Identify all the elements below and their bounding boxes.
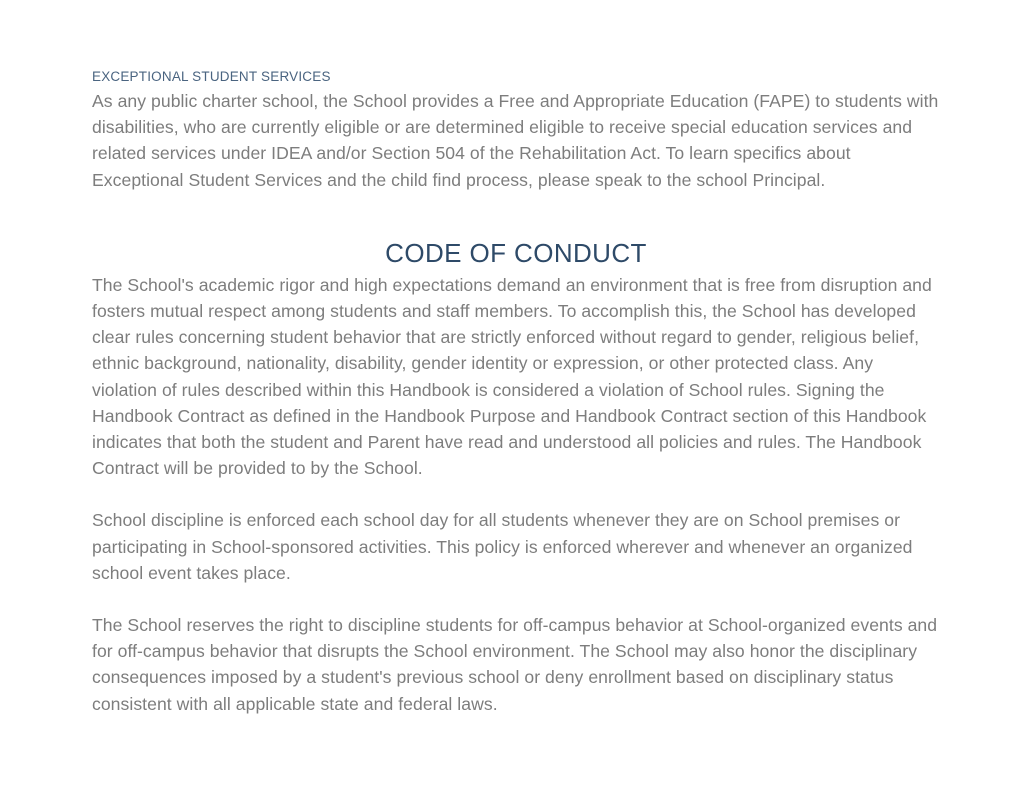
- paragraph-school-discipline: School discipline is enforced each school day for all students whenever they are on School premises or participating in School-sponsored activities. This policy is enforced wherever and whenever an organized school event takes place.: [92, 510, 913, 583]
- paragraph-academic-rigor: The School's academic rigor and high expectations demand an environment that is free from disruption and fosters mutual respect among students and staff members. To accomplish this, the School has developed clear rules concerning student behavior that are strictly enforced without regard to gender, religious belief, ethnic background, nationality, disability, gender identity or expression, or other protected class. Any violation of rules described within this Handbook is considered a violation of School rules. Signing the Handbook Contract as defined in the Handbook Purpose and Handbook Contract section of this Handbook indicates that both the student and Parent have read and understood all policies and rules. The Handbook Contract will be provided to by the School.: [92, 274, 932, 479]
- paragraph-fape: As any public charter school, the School provides a Free and Appropriate Education (FAPE) to students with disabilities, who are currently eligible or are determined eligible to receive special education services and related services under IDEA and/or Section 504 of the Rehabilitation Act. To learn specifics about Exceptional Student Services and the child find process, please speak to the school Principal.: [92, 91, 939, 190]
- section-code-of-conduct: [92, 238, 940, 717]
- section-spacer: [92, 193, 940, 238]
- paragraph-spacer: [92, 481, 940, 507]
- document-content: [92, 68, 940, 717]
- paragraph-spacer: [92, 586, 940, 612]
- section-heading-exceptional-student-services: EXCEPTIONAL STUDENT SERVICES: [92, 69, 331, 84]
- section-exceptional-student-services: [92, 68, 940, 193]
- page-title-code-of-conduct: CODE OF CONDUCT: [385, 237, 647, 268]
- paragraph-off-campus-behavior: The School reserves the right to discipline students for off-campus behavior at School-organized events and for off-campus behavior that disrupts the School environment. The School may also honor the disciplinary consequences imposed by a student's previous school or deny enrollment based on disciplinary status consistent with all applicable state and federal laws.: [92, 615, 938, 714]
